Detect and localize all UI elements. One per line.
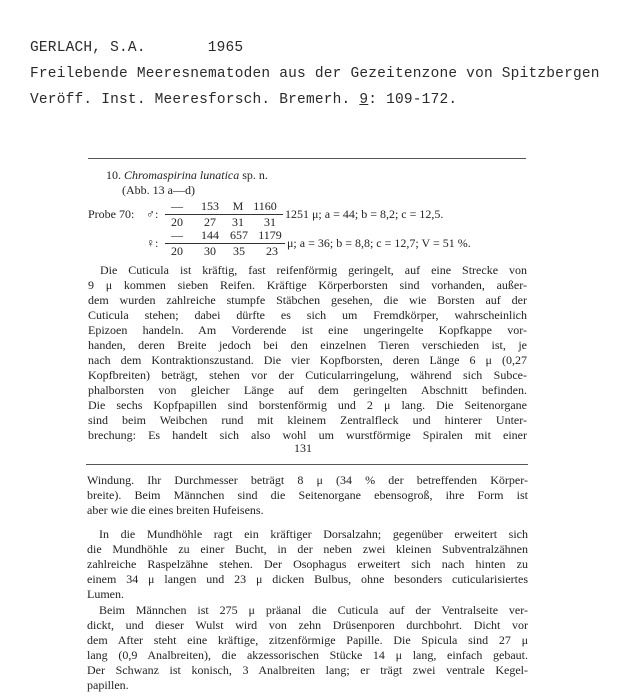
text-line: Windung. Ihr Durchmesser beträgt 8 μ (34 % der betreffenden Körper- — [87, 473, 528, 487]
female-bottom-4: 23 — [266, 244, 278, 258]
female-top-1: — — [171, 228, 183, 242]
male-measurements: 1251 μ; a = 44; b = 8,2; c = 12,5. — [285, 207, 444, 221]
female-measurements: μ; a = 36; b = 8,8; c = 12,7; V = 51 %. — [287, 236, 471, 250]
male-bottom-4: 31 — [264, 215, 276, 229]
figure-ref: (Abb. 13 a—d) — [122, 183, 195, 197]
text-line: aber wie die eines breiten Hufeisens. — [87, 503, 264, 517]
text-line: zahlreiche Raspelzähne stehen. Der Osophagus erweitert sich nach hinten zu — [87, 557, 528, 571]
citation-title: Freilebende Meeresnematoden aus der Gezeitenzone von Spitzbergen — [30, 66, 600, 82]
text-line: brechung: Es handelt sich also wohl um wurstförmige Spiralen mit einer — [88, 428, 527, 442]
page2-para3 — [87, 603, 528, 693]
text-line: phalborsten von gleicher Länge auf dem geringelten Abschnitt befinden. — [88, 383, 527, 397]
species-suffix: sp. n. — [242, 168, 268, 182]
citation-year: 1965 — [207, 40, 244, 56]
citation-journal-line — [30, 92, 457, 108]
text-line: einem 34 μ langen und 23 μ dicken Bulbus, ohne besonders cuticularisiertes — [87, 572, 528, 586]
page-number: 131 — [294, 441, 312, 455]
text-line: Cuticula stehen; dabei dürfte es sich um Fremdkörper, wahrscheinlich — [88, 308, 527, 322]
female-symbol: ♀: — [146, 236, 159, 250]
text-line: papillen. — [87, 678, 129, 692]
female-top-3: 657 — [230, 228, 248, 242]
text-line: die Mundhöhle zu einer Bucht, in der neben zwei kleinen Subventralzähnen — [87, 542, 528, 556]
page2-para1 — [87, 473, 528, 518]
text-line: Die sechs Kopfpapillen sind borstenförmig und 2 μ lang. Die Seitenorgane — [88, 398, 527, 412]
citation-author: GERLACH, S.A. — [30, 40, 146, 56]
text-line: Kopfbreiten) beträgt, stehen vor der Cuticularringelung, während sich Subce- — [88, 368, 527, 382]
male-symbol: ♂: — [146, 207, 159, 221]
text-line: Lumen. — [87, 587, 124, 601]
citation-journal: Veröff. Inst. Meeresforsch. Bremerh. — [30, 92, 351, 108]
text-line: breite). Beim Männchen sind die Seitenorgane ebensogroß, ihre Form ist — [87, 488, 528, 502]
male-top-3: M — [232, 199, 244, 213]
male-top-2: 153 — [201, 199, 219, 213]
text-line: dickt, und dieser Wulst wird von zehn Drüsenporen durchbohrt. Dicht vor — [87, 618, 528, 632]
species-number: 10. — [106, 168, 121, 182]
page1-body — [88, 263, 527, 443]
probe-label: Probe 70: — [88, 207, 135, 221]
text-line: In die Mundhöhle ragt ein kräftiger Dorsalzahn; gegenüber erweitert sich — [99, 527, 528, 541]
female-bottom-3: 35 — [233, 244, 245, 258]
page1-top-rule — [88, 158, 526, 159]
text-line: dem After steht eine kräftige, zitzenförmige Papille. Die Spicula sind 27 μ — [87, 633, 528, 647]
text-line: Die Cuticula ist kräftig, fast reifenförmig geringelt, auf eine Strecke von — [100, 263, 527, 277]
text-line: handen, deren Breite jedoch bei den einzelnen Tieren verschieden ist, je — [88, 338, 527, 352]
text-line: 9 μ kommen sieben Reifen. Kräftige Körperborsten sind vorhanden, außer- — [88, 278, 527, 292]
citation-author-line — [30, 40, 243, 56]
species-heading — [106, 168, 268, 183]
text-line: Epizoen handeln. Am Vorderende ist eine ungeringelte Kopfkappe vor- — [88, 323, 527, 337]
male-bottom-3: 31 — [232, 215, 244, 229]
species-name: Chromaspirina lunatica — [124, 168, 240, 182]
page2-para2 — [87, 527, 528, 602]
text-line: sind beim Weibchen rund mit kleinem Zentralfleck und hinterer Unter- — [88, 413, 527, 427]
citation-pages: : 109-172. — [368, 92, 458, 108]
male-top-1: — — [171, 199, 183, 213]
citation-volume: 9 — [359, 92, 369, 108]
text-line: nach dem Kontraktionszustand. Die vier Kopfborsten, deren Länge 6 μ (0,27 — [88, 353, 527, 367]
male-bottom-1: 20 — [171, 215, 183, 229]
text-line: dem wurden zahlreiche stumpfe Stäbchen gesehen, die wie Borsten auf der — [88, 293, 527, 307]
text-line: lang (0,9 Analbreiten), die akzessorischen Stücke 14 μ lang, einfach gebaut. — [87, 648, 528, 662]
page2-top-rule — [86, 464, 528, 465]
male-bottom-2: 27 — [204, 215, 216, 229]
male-top-4: 1160 — [253, 199, 277, 213]
female-bottom-2: 30 — [204, 244, 216, 258]
text-line: Der Schwanz ist konisch, 3 Analbreiten lang; er trägt zwei ventrale Kegel- — [87, 663, 528, 677]
female-top-4: 1179 — [258, 228, 282, 242]
female-top-2: 144 — [201, 228, 219, 242]
text-line: Beim Männchen ist 275 μ präanal die Cuticula auf der Ventralseite ver- — [99, 603, 528, 617]
female-bottom-1: 20 — [171, 244, 183, 258]
